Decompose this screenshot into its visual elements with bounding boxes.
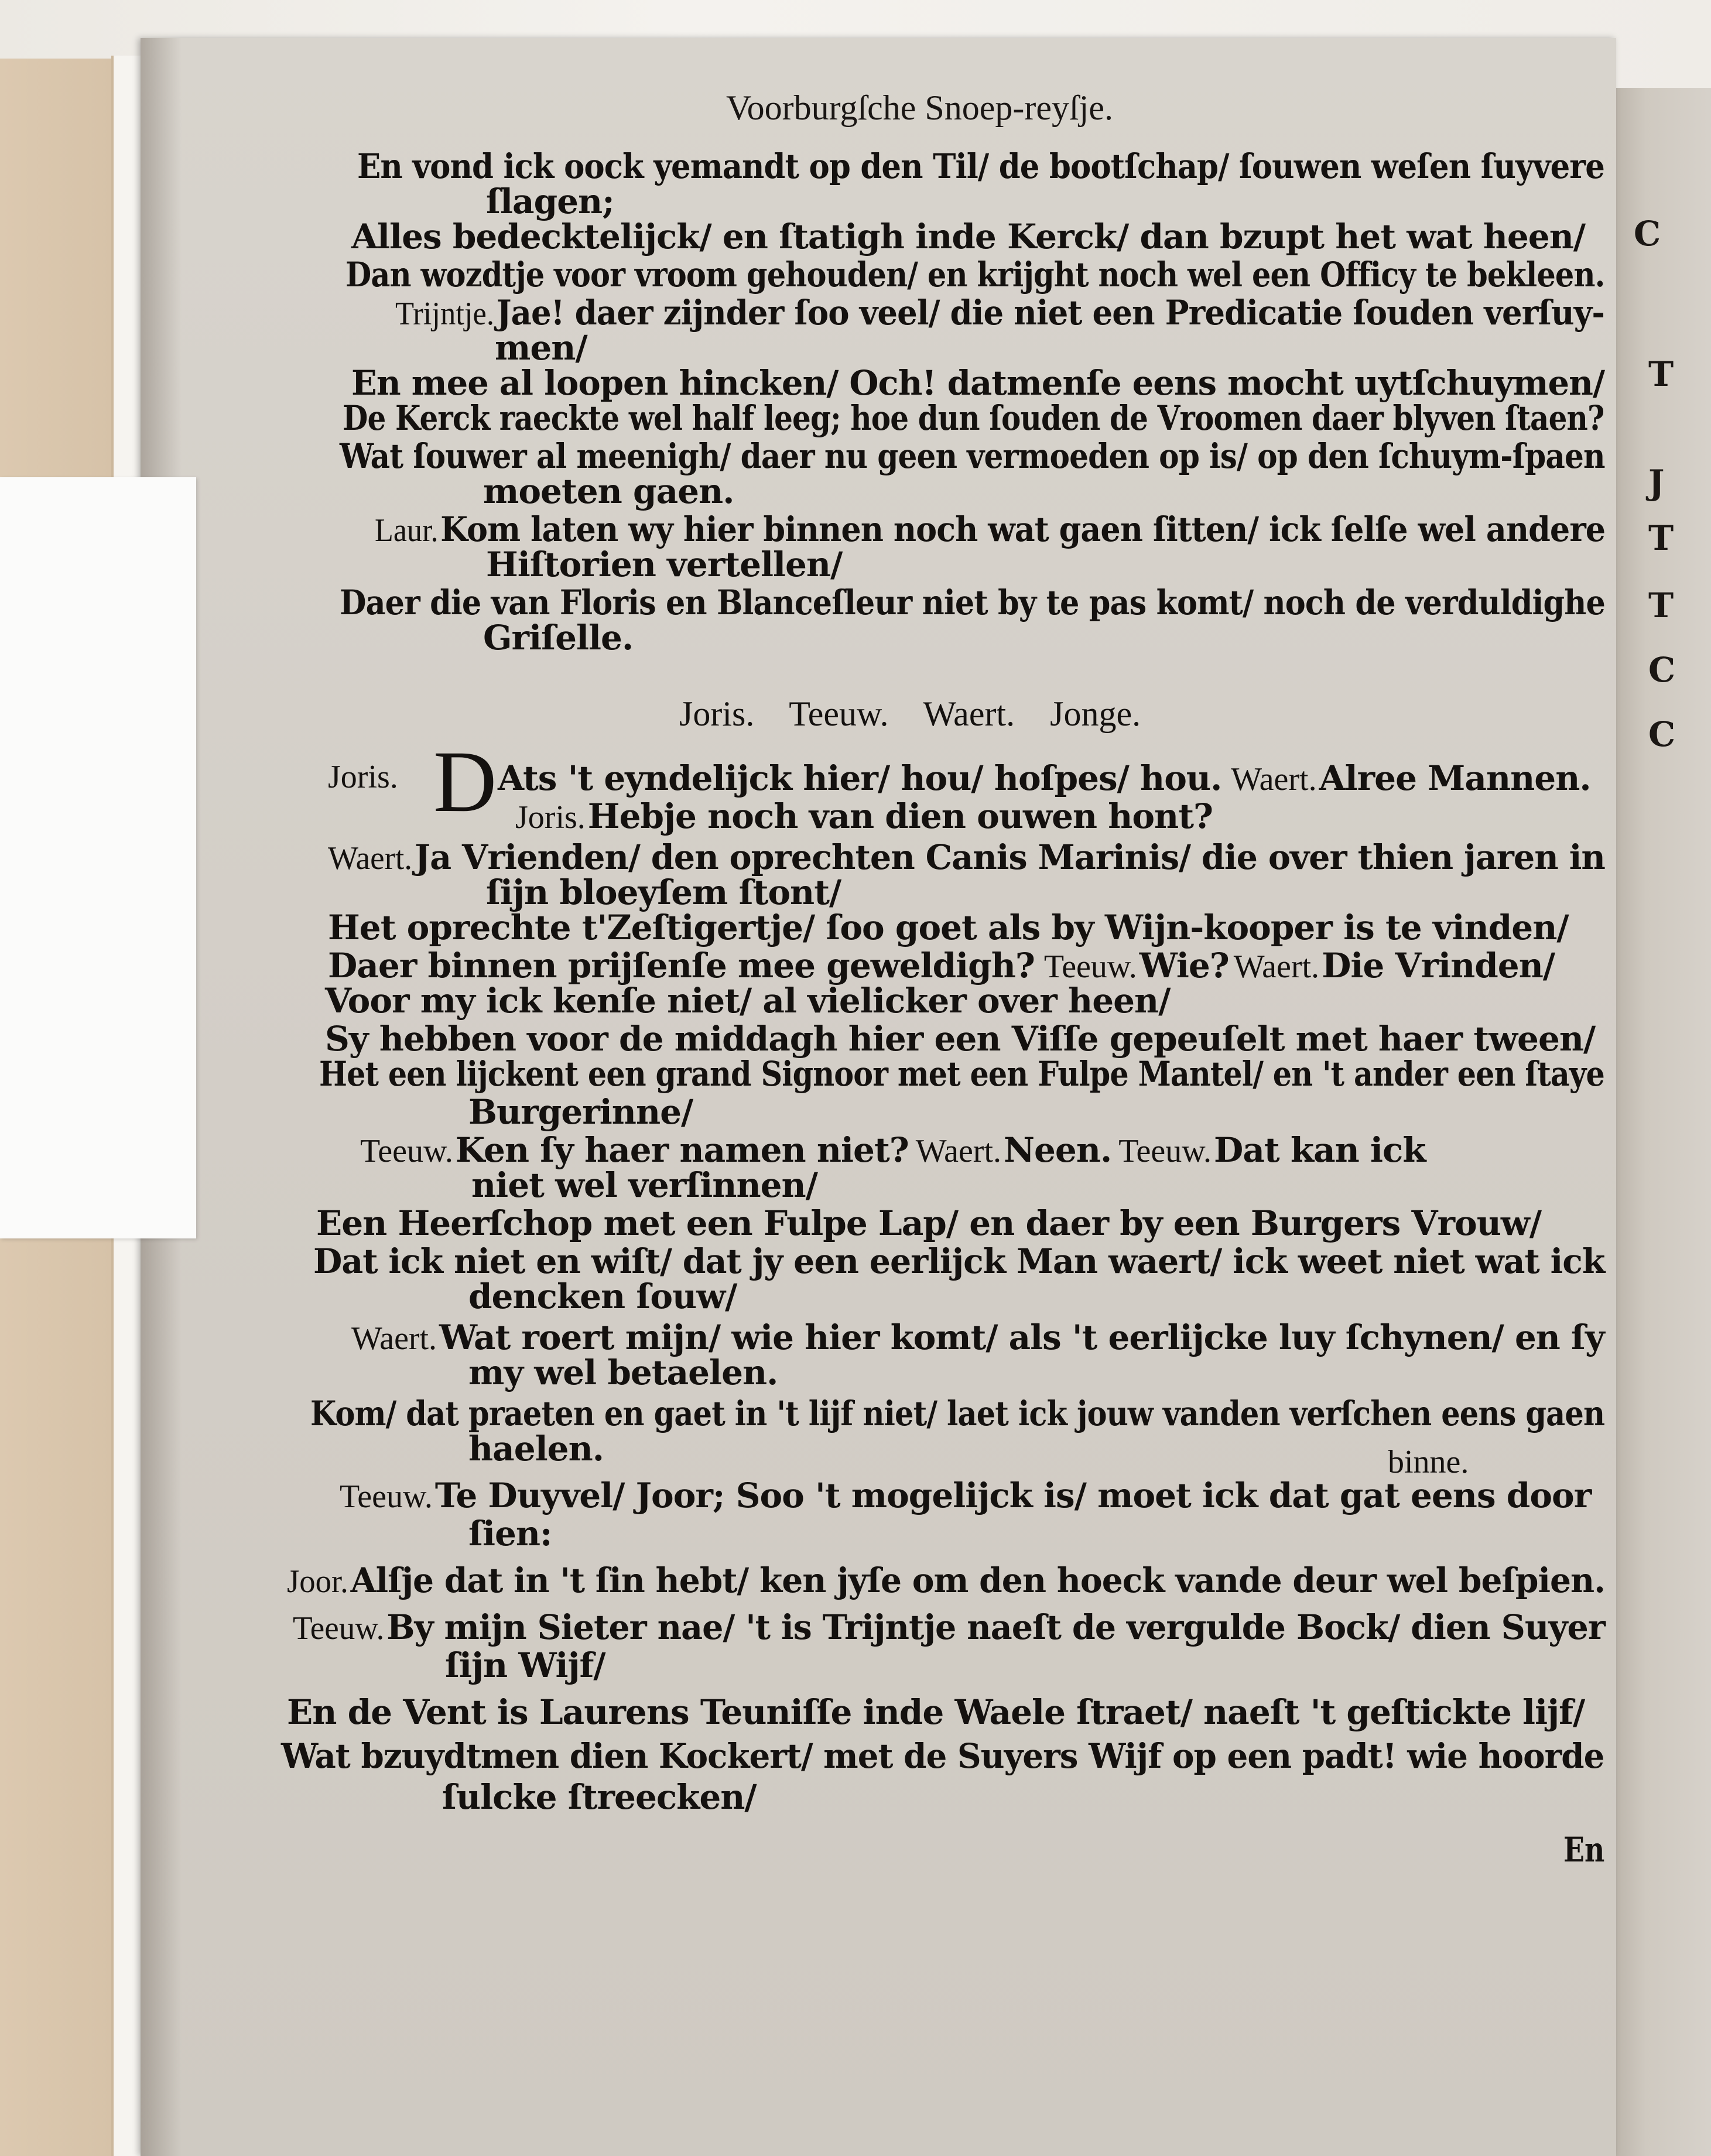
- text-line: Alles bedecktelijck/ en ſtatigh inde Kerck/ dan bzupt het wat heen/: [351, 217, 1586, 256]
- speech-line: [375, 509, 1605, 549]
- next-page-glyph: C: [1648, 650, 1676, 690]
- text-line: niet wel verſinnen/: [471, 1165, 817, 1205]
- text-line: Te Duyvel/ Joor; Soo 't mogelijck is/ moet ick dat gat eens door: [434, 1476, 1592, 1515]
- speaker-name: Teeuw.: [293, 1610, 385, 1647]
- running-head: Voorburgſche Snoep-reyſje.: [726, 88, 1113, 127]
- speech-line: [515, 796, 1213, 836]
- speaker-name: Joris.: [328, 759, 398, 795]
- text-line: Sy hebben voor de middagh hier een Viſſe gepeuſelt met haer tween/: [325, 1019, 1596, 1059]
- stage-direction: binne.: [1388, 1444, 1469, 1480]
- speaker-name: Waert.: [915, 1133, 1002, 1169]
- text-line: Het een lijckent een grand Signoor met een Fulpe Mantel/ en 't ander een ſtaye: [319, 1054, 1604, 1094]
- next-page-glyph: C: [1634, 214, 1661, 254]
- drop-cap: D: [433, 733, 497, 830]
- speech-line: [287, 1560, 1605, 1600]
- text-line: Wat roert mijn/ wie hier komt/ als 't eerlijcke luy ſchynen/ en ſy: [439, 1317, 1604, 1357]
- text-line: Jae! daer zijnder ſoo veel/ die niet een Predicatie ſouden verſuy-: [496, 293, 1605, 333]
- next-page-glyph: C: [1648, 714, 1676, 754]
- text-line: Ja Vrienden/ den oprechten Canis Marinis/ die over thien jaren in: [415, 837, 1605, 877]
- text-line: Kom/ dat praeten en gaet in 't lijf niet/ laet ick jouw vanden verſchen eens gaen: [310, 1394, 1605, 1433]
- speech-line: [360, 1130, 1426, 1170]
- cast-name: Jonge.: [1050, 694, 1141, 733]
- text-line: En de Vent is Laurens Teuniſſe inde Waele ſtraet/ naeſt 't geſtickte lijf/: [287, 1692, 1585, 1732]
- text-line: Een Heerſchop met een Fulpe Lap/ en daer by een Burgers Vrouw/: [316, 1203, 1542, 1243]
- text-line: ſijn Wijf/: [445, 1645, 605, 1685]
- text-line: By mijn Sieter nae/ 't is Trijntje naeſt de vergulde Bock/ dien Suyer: [386, 1607, 1605, 1647]
- speech-line: [328, 837, 1605, 877]
- book-page: [141, 38, 1616, 2156]
- text-line: moeten gaen.: [483, 471, 734, 511]
- text-line: Die Vrinden/: [1322, 946, 1555, 985]
- text-line: En mee al loopen hincken/ Och! datmenſe eens mocht uytſchuymen/: [351, 363, 1605, 403]
- text-line: Alree Mannen.: [1319, 758, 1591, 798]
- speaker-name: Teeuw.: [1118, 1133, 1212, 1169]
- text-line: Dat ick niet en wiſt/ dat jy een eerlijck Man waert/ ick weet niet wat ick: [313, 1241, 1605, 1281]
- next-page-glyph: T: [1648, 354, 1674, 394]
- next-page-glyph: T: [1648, 518, 1674, 558]
- text-line: Voor my ick kenſe niet/ al vielicker over heen/: [325, 981, 1171, 1021]
- speech-line: [328, 946, 1555, 985]
- text-line: Wat ſouwer al meenigh/ daer nu geen vermoeden op is/ op den ſchuym-ſpaen: [340, 436, 1605, 476]
- text-line: ſijn bloeyſem ſtont/: [486, 872, 841, 912]
- speech-line: [395, 293, 1604, 333]
- speaker-name: Trijntje.: [395, 296, 495, 332]
- text-line: Alſje dat in 't ſin hebt/ ken jyſe om den hoeck vande deur wel beſpien.: [350, 1560, 1605, 1600]
- speaker-name: Waert.: [351, 1320, 437, 1357]
- speech-line: [498, 758, 1591, 798]
- text-line: Hiſtorien vertellen/: [486, 545, 843, 584]
- speaker-name: Teeuw.: [1043, 949, 1137, 985]
- next-page-glyph: J: [1648, 463, 1665, 502]
- text-line: Ats 't eyndelijck hier/ hou/ hoſpes/ hou.: [498, 758, 1222, 798]
- text-line: Burgerinne/: [468, 1092, 693, 1132]
- text-line: ſulcke ſtreecken/: [442, 1777, 757, 1817]
- catchword: En: [1563, 1830, 1605, 1870]
- text-line: En vond ick oock yemandt op den Til/ de bootſchap/ ſouwen weſen ſuyvere: [357, 146, 1604, 186]
- text-line: De Kerck raeckte wel half leeg; hoe dun ſouden de Vroomen daer blyven ſtaen?: [343, 398, 1604, 438]
- text-line: Het oprechte t'Zeſtigertje/ ſoo goet als by Wijn-kooper is te vinden/: [328, 908, 1569, 947]
- text-line: haelen.: [468, 1429, 604, 1469]
- text-line: men/: [495, 328, 587, 368]
- speech-line: [293, 1607, 1605, 1647]
- text-line: Daer binnen prijſenſe mee geweldigh?: [328, 946, 1035, 985]
- speaker-name: Teeuw.: [360, 1133, 453, 1169]
- text-line: Dan wozdtje voor vroom gehouden/ en krijght noch wel een Officy te bekleen.: [345, 255, 1605, 295]
- speech-line: [340, 1476, 1591, 1515]
- speaker-name: Waert.: [1233, 949, 1320, 985]
- text-line: my wel betaelen.: [468, 1353, 778, 1392]
- speaker-name: Waert.: [328, 840, 413, 877]
- speaker-name: Joris.: [515, 799, 586, 836]
- text-line: ſlagen;: [486, 182, 614, 221]
- speech-line: [328, 758, 398, 796]
- text-line: Griſelle.: [483, 618, 634, 658]
- white-card: [0, 477, 196, 1238]
- text-line: dencken ſouw/: [468, 1277, 737, 1316]
- text-line: Wat bzuydtmen dien Kockert/ met de Suyers Wijf op een padt! wie hoorde: [281, 1736, 1604, 1776]
- speaker-name: Teeuw.: [340, 1479, 433, 1515]
- text-line: Neen.: [1004, 1130, 1112, 1170]
- next-page-glyph: T: [1648, 586, 1674, 625]
- text-line: Wie?: [1139, 946, 1229, 985]
- speaker-name: Waert.: [1231, 761, 1317, 798]
- text-line: Kom laten wy hier binnen noch wat gaen ſitten/ ick ſelſe wel andere: [440, 509, 1606, 549]
- cast-name: Teeuw.: [789, 694, 889, 733]
- next-page-edge: [1616, 88, 1711, 2156]
- speech-line: [351, 1317, 1604, 1357]
- text-line: Ken ſy haer namen niet?: [455, 1130, 909, 1170]
- cast-heading: [679, 694, 1141, 734]
- cast-name: Waert.: [923, 694, 1015, 733]
- text-line: ſien:: [468, 1514, 552, 1553]
- cast-name: Joris.: [679, 694, 755, 733]
- text-line: Dat kan ick: [1214, 1130, 1426, 1170]
- speaker-name: Laur.: [375, 512, 439, 549]
- speaker-name: Joor.: [287, 1563, 348, 1600]
- text-line: Daer die van Floris en Blanceſleur niet by te pas komt/ noch de verduldighe: [340, 583, 1605, 622]
- text-line: Hebje noch van dien ouwen hont?: [587, 796, 1213, 836]
